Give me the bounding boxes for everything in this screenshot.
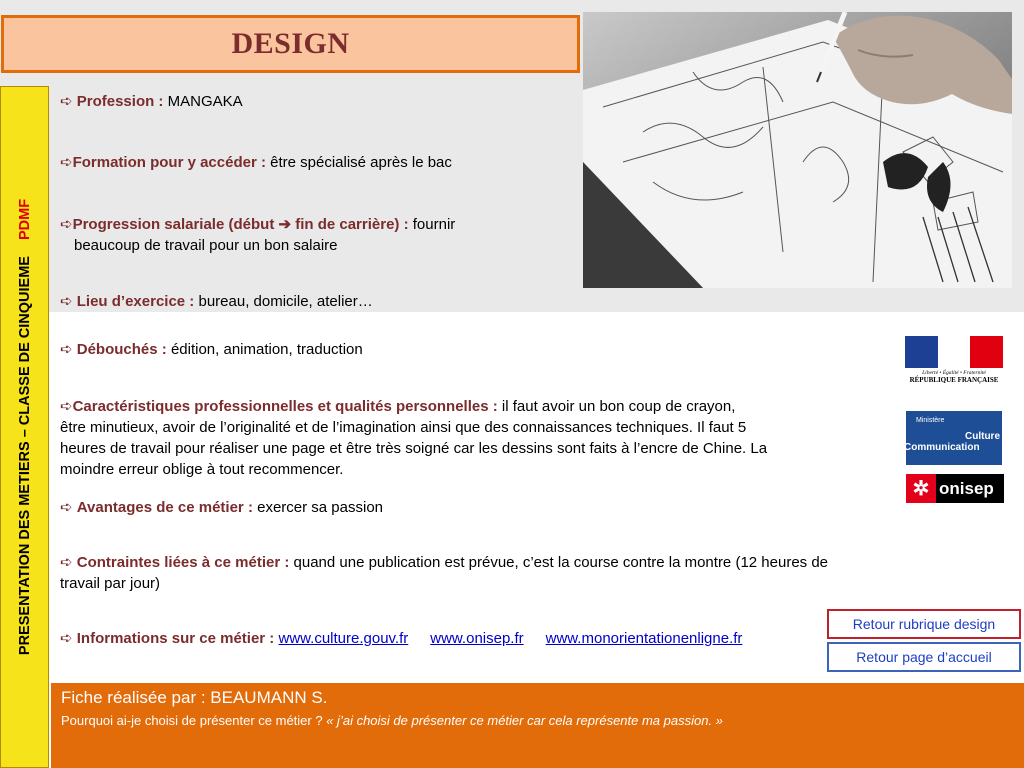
arrow-icon: ➪ xyxy=(60,499,73,516)
section-label: Lieu d’exercice : xyxy=(76,293,195,310)
section-value-cont: heures de travail pour réaliser une page et être très soigné car les dessins sont faits à l’encre de Chine. La xyxy=(60,440,768,457)
section-label: Caractéristiques professionnelles et qualités personnelles : xyxy=(72,398,498,415)
arrow-icon: ➪ xyxy=(60,216,73,233)
footer-question: Pourquoi ai-je choisi de présenter ce métier ? xyxy=(61,713,323,728)
title-box xyxy=(1,15,580,73)
footer xyxy=(51,683,1024,768)
section-label: Profession : xyxy=(76,93,164,110)
arrow-icon: ➪ xyxy=(60,398,73,415)
arrow-icon: ➪ xyxy=(60,554,73,571)
section-informations xyxy=(60,628,840,649)
arrow-icon: ➪ xyxy=(60,293,73,310)
retour-accueil-button[interactable]: Retour page d’accueil xyxy=(827,642,1021,672)
section-value: fournir xyxy=(412,216,456,233)
section-label: Formation pour y accéder : xyxy=(72,154,266,171)
section-value-cont: beaucoup de travail pour un bon salaire xyxy=(74,237,338,254)
section-label: Contraintes liées à ce métier : xyxy=(76,554,290,571)
section-label: Avantages de ce métier : xyxy=(76,499,253,516)
side-banner-text xyxy=(17,199,33,655)
drawing-photo-illustration xyxy=(583,12,1012,288)
footer-author: Fiche réalisée par : BEAUMANN S. xyxy=(61,688,328,707)
arrow-icon: ➪ xyxy=(60,341,73,358)
section-value-cont: travail par jour) xyxy=(60,575,161,592)
link-monorientation[interactable]: www.monorientationenligne.fr xyxy=(545,630,743,647)
link-onisep[interactable]: www.onisep.fr xyxy=(430,630,524,647)
side-banner-title: PRESENTATION DES METIERS – CLASSE DE CINQUIEME xyxy=(16,256,33,656)
ministere-culture-logo xyxy=(906,411,1002,465)
footer-reason xyxy=(61,713,723,728)
section-label: Débouchés : xyxy=(76,341,167,358)
section-formation xyxy=(60,152,452,173)
link-culture[interactable]: www.culture.gouv.fr xyxy=(278,630,409,647)
rf-motto: Liberté • Égalité • Fraternité xyxy=(922,370,986,376)
section-lieu xyxy=(60,291,373,312)
communication-text: Communication xyxy=(904,442,980,453)
arrow-icon: ➪ xyxy=(60,93,73,110)
onisep-logo xyxy=(906,474,1004,503)
culture-small-text: Ministère xyxy=(916,417,945,424)
section-value: MANGAKA xyxy=(167,93,243,110)
section-contraintes xyxy=(60,552,980,594)
side-banner xyxy=(0,86,49,768)
section-label: Progression salariale (début ➔ fin de carrière) : xyxy=(72,216,409,233)
retour-rubrique-design-button[interactable]: Retour rubrique design xyxy=(827,609,1021,639)
section-value: édition, animation, traduction xyxy=(170,341,363,358)
republique-francaise-logo xyxy=(905,336,1003,394)
arrow-icon: ➪ xyxy=(60,630,73,647)
page-title: DESIGN xyxy=(231,27,350,60)
section-caracteristiques xyxy=(60,396,880,480)
section-value: il faut avoir un bon coup de crayon, xyxy=(501,398,736,415)
pdmf-tag: PDMF xyxy=(16,198,33,241)
section-profession xyxy=(60,91,243,112)
mangaka-drawing-photo xyxy=(583,12,1012,288)
footer-answer: « j’ai choisi de présenter ce métier car cela représente ma passion. » xyxy=(326,713,723,728)
section-avantages xyxy=(60,497,383,518)
arrow-icon: ➪ xyxy=(60,154,73,171)
rf-name: RÉPUBLIQUE FRANÇAISE xyxy=(909,376,999,384)
section-value-cont: être minutieux, avoir de l’originalité et de l’imagination ainsi que des connaissances techniques. Il faut 5 xyxy=(60,419,747,436)
onisep-star-icon: ✲ xyxy=(906,474,936,503)
section-debouches xyxy=(60,339,363,360)
section-value-cont: moindre erreur oblige à tout recommencer. xyxy=(60,461,344,478)
section-value: exercer sa passion xyxy=(257,499,384,516)
section-value: quand une publication est prévue, c’est la course contre la montre (12 heures de xyxy=(293,554,829,571)
section-label: Informations sur ce métier : xyxy=(76,630,275,647)
section-progression xyxy=(60,214,455,256)
section-value: être spécialisé après le bac xyxy=(270,154,452,171)
section-value: bureau, domicile, atelier… xyxy=(198,293,373,310)
onisep-wordmark: onisep xyxy=(939,478,994,498)
culture-big-text: Culture xyxy=(965,431,1000,442)
